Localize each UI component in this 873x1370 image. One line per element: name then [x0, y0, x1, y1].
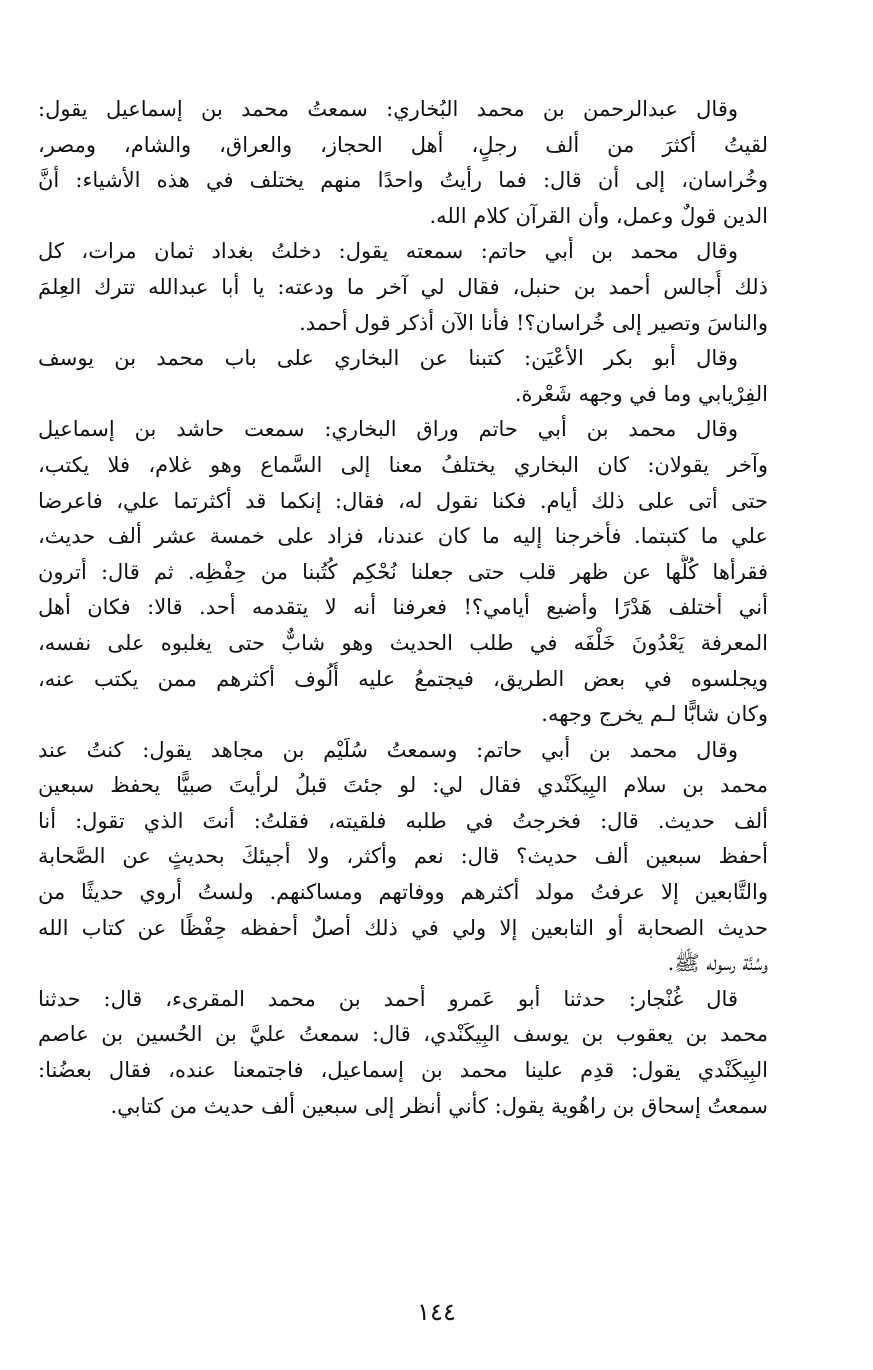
text-line: البِيكَنْدي يقول: قدِم علينا محمد بن إسماعيل، فاجتمعنا عنده، فقال بعضُنا:: [38, 1058, 768, 1083]
text-line: أني أختلف هَدْرًا وأضيع أيامي؟! فعرفنا أنه لا يتقدمه أحد. قالا: فكان أهل: [38, 595, 768, 620]
text-line: ذلك أُجالس أحمد بن حنبل، فقال لي آخر ما ودعته: يا أبا عبدالله تترك العِلمَ: [38, 274, 768, 299]
text-line: قال غُنْجار: حدثنا أبو عَمرو أحمد بن محمد المقرىء، قال: حدثنا: [38, 986, 738, 1011]
text-line: وقال محمد بن أبي حاتم: وسمعتُ سُلَيْم بن مجاهد يقول: كنتُ عند: [38, 737, 738, 762]
text-line: الدين قولٌ وعمل، وأن القرآن كلام الله.: [429, 203, 768, 228]
text-line: وكان شابًّا لـم يخرج وجهه.: [541, 702, 768, 727]
text-line: سمعتُ إسحاق بن راهُوية يقول: كأني أنظر إلى سبعين ألف حديث من كتابي.: [110, 1093, 768, 1118]
page-body-text: [38, 92, 768, 1124]
text-line: محمد بن يعقوب بن يوسف البِيكَنْدي، قال: سمعتُ عليَّ بن الحُسين بن عاصم: [38, 1022, 768, 1047]
text-line: فقرأها كُلَّها عن ظهر قلب حتى جعلنا نُحْكِم كُتُبنا من حِفْظِه. ثم قال: أترون: [38, 559, 768, 584]
text-line: وسُنَّة رسوله ﷺ.: [667, 951, 768, 976]
text-line: وقال محمد بن أبي حاتم وراق البخاري: سمعت حاشد بن إسماعيل: [38, 417, 738, 442]
text-line: أحفظ سبعين ألف حديث؟ قال: نعم وأكثر، ولا أجيئكَ بحديثٍ عن الصَّحابة: [38, 844, 768, 869]
text-line: والتَّابعين إلا عرفتُ مولد أكثرهم ووفاتهم ومساكنهم. ولستُ أروي حديثًا من: [38, 880, 768, 905]
text-line: وقال عبدالرحمن بن محمد البُخاري: سمعتُ محمد بن إسماعيل يقول:: [38, 97, 738, 121]
text-line: وآخر يقولان: كان البخاري يختلفُ معنا إلى السَّماع وهو غلام، فلا يكتب،: [38, 452, 768, 477]
text-line: والناسَ وتصير إلى خُراسان؟! فأنا الآن أذكر قول أحمد.: [299, 310, 768, 335]
text-line: علي ما كتبتما. فأخرجنا إليه ما كان عندنا، فزاد على خمسة عشر ألف حديث،: [38, 524, 768, 549]
text-line: ويجلسوه في بعض الطريق، فيجتمعُ عليه أُلُوف أكثرهم ممن يكتب عنه،: [38, 666, 768, 691]
text-line: لقيتُ أكثرَ من ألف رجلٍ، أهل الحجاز، والعراق، والشام، ومصر،: [38, 132, 768, 157]
text-line: محمد بن سلام البِيكَنْدي فقال لي: لو جئتَ قبلُ لرأيتَ صبيًّا يحفظ سبعين: [38, 773, 768, 798]
page-number: ١٤٤: [417, 1298, 456, 1326]
text-line: حديث الصحابة أو التابعين إلا ولي في ذلك أصلٌ أحفظه حِفْظًا عن كتاب الله: [38, 915, 768, 940]
text-line: وخُراسان، إلى أن قال: فما رأيتُ واحدًا منهم يختلف في هذه الأشياء: أنَّ: [38, 168, 768, 193]
text-line: ألف حديث. قال: فخرجتُ في طلبه فلقيته، فقلتُ: أنتَ الذي تقول: أنا: [38, 808, 768, 833]
text-line: الفِرْيابي وما في وجهه شَعْرة.: [514, 381, 768, 406]
text-line: وقال أبو بكر الأعْيَن: كتبنا عن البخاري على باب محمد بن يوسف: [38, 346, 738, 371]
text-line: وقال محمد بن أبي حاتم: سمعته يقول: دخلتُ بغداد ثمان مرات، كل: [38, 239, 738, 264]
text-line: حتى أتى على ذلك أيام. فكنا نقول له، فقال: إنكما قد أكثرتما علي، فاعرضا: [38, 488, 768, 513]
text-line: المعرفة يَعْدُونَ خَلْفَه في طلب الحديث وهو شابٌّ حتى يغلبوه على نفسه،: [38, 630, 768, 655]
